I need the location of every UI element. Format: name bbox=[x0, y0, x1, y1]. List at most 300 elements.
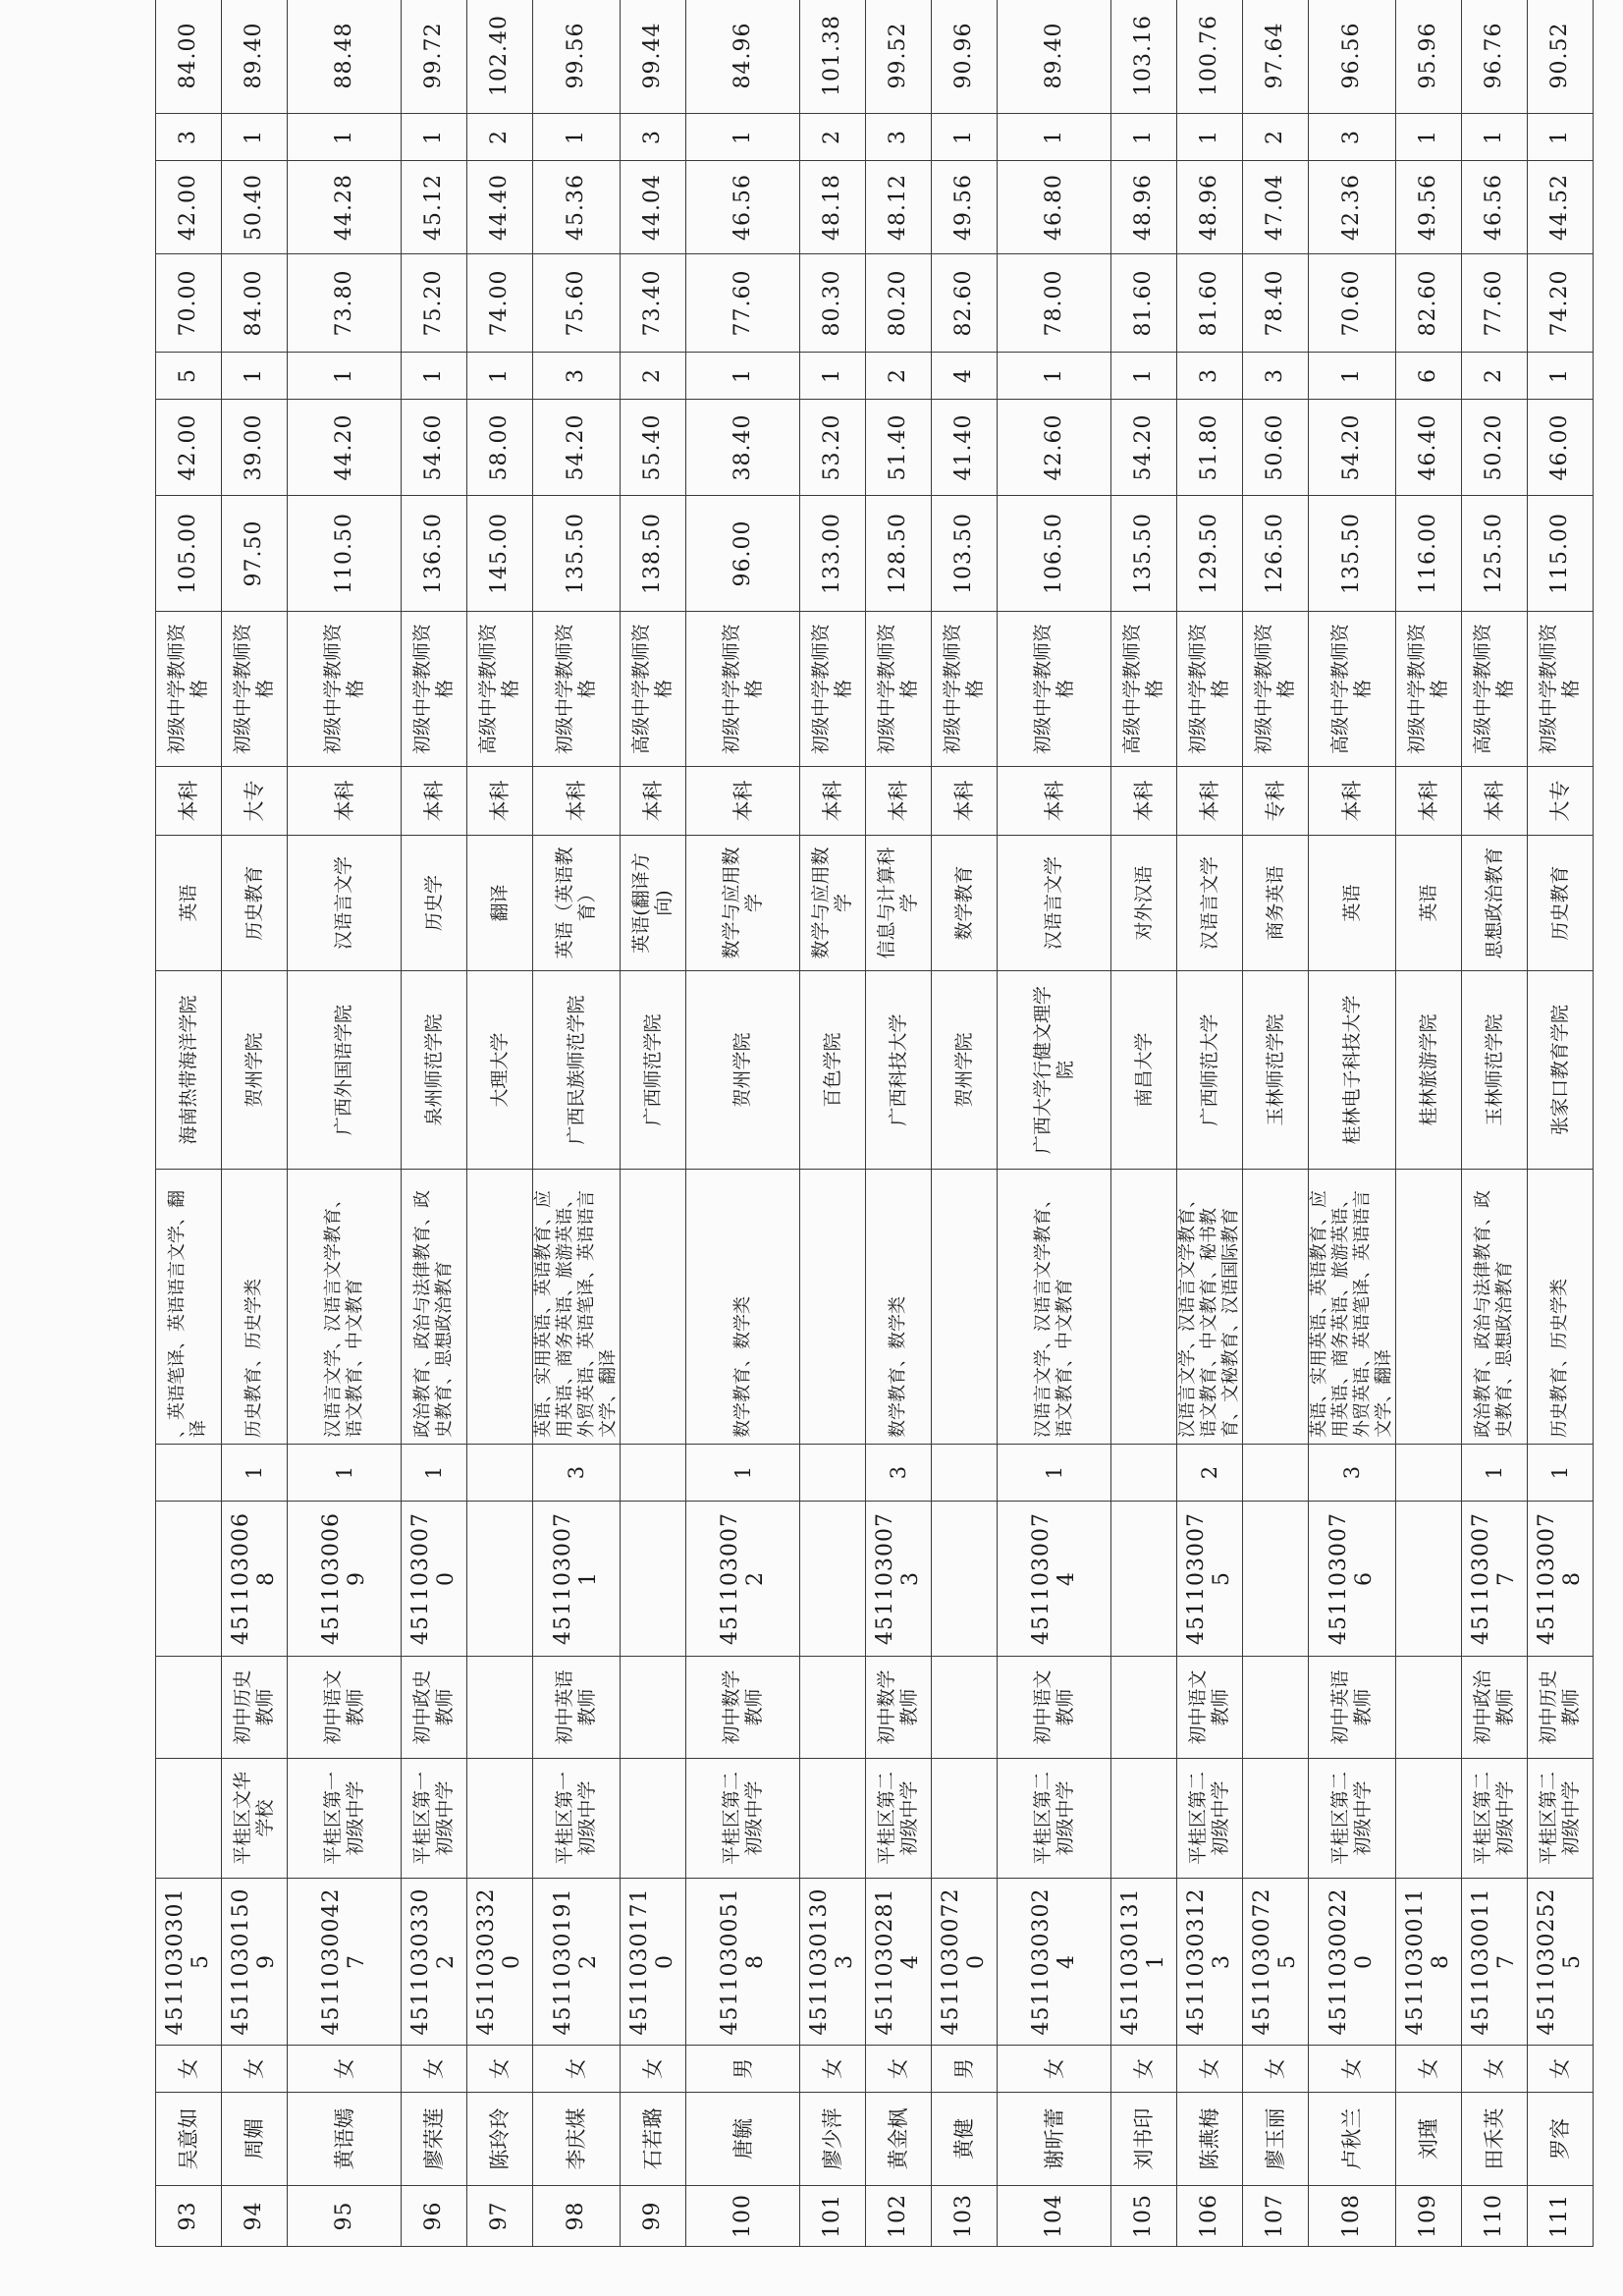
cell-quota bbox=[621, 1445, 686, 1502]
cell-written: 129.50 bbox=[1177, 496, 1243, 612]
cell-majors bbox=[800, 1170, 866, 1445]
cell-degree: 本科 bbox=[932, 767, 998, 836]
cell-interview-rank: 1 bbox=[222, 353, 288, 400]
cell-position: 初中语文教师 bbox=[998, 1657, 1111, 1759]
cell-school: 平桂区第二初级中学 bbox=[1528, 1759, 1594, 1879]
cell-grad-school: 南昌大学 bbox=[1111, 971, 1177, 1170]
cell-cert: 高级中学教师资格 bbox=[1309, 612, 1396, 767]
cell-name: 吴意如 bbox=[156, 2093, 222, 2186]
cell-prof-weighted: 44.40 bbox=[467, 161, 533, 254]
cell-prof-score: 78.40 bbox=[1243, 254, 1309, 353]
cell-position: 初中历史教师 bbox=[1528, 1657, 1594, 1759]
cell-exam-id: 45110302814 bbox=[866, 1879, 932, 2046]
cell-interview: 54.20 bbox=[533, 400, 621, 496]
table-row bbox=[1111, 0, 1177, 2247]
cell-prof-score: 70.60 bbox=[1309, 254, 1396, 353]
cell-prof-weighted: 42.36 bbox=[1309, 161, 1396, 254]
cell-prof-score: 84.00 bbox=[222, 254, 288, 353]
cell-gender: 女 bbox=[621, 2046, 686, 2093]
cell-grad-major: 数学与应用数学 bbox=[686, 836, 800, 971]
cell-interview: 46.00 bbox=[1528, 400, 1594, 496]
cell-school bbox=[1396, 1759, 1462, 1879]
cell-exam-id: 45110300118 bbox=[1396, 1879, 1462, 2046]
cell-total: 96.56 bbox=[1309, 0, 1396, 114]
table-row bbox=[686, 0, 800, 2247]
cell-total: 100.76 bbox=[1177, 0, 1243, 114]
cell-grad-school: 玉林师范学院 bbox=[1243, 971, 1309, 1170]
cell-prof-weighted: 48.12 bbox=[866, 161, 932, 254]
cell-majors bbox=[1396, 1170, 1462, 1445]
cell-no: 108 bbox=[1309, 2186, 1396, 2247]
cell-school bbox=[1243, 1759, 1309, 1879]
cell-interview-rank: 1 bbox=[402, 353, 467, 400]
cell-written: 96.00 bbox=[686, 496, 800, 612]
cell-grad-school: 贺州学院 bbox=[686, 971, 800, 1170]
cell-grad-major: 历史教育 bbox=[222, 836, 288, 971]
cell-interview-rank: 1 bbox=[288, 353, 402, 400]
cell-total: 99.52 bbox=[866, 0, 932, 114]
cell-position: 初中政史教师 bbox=[402, 1657, 467, 1759]
cell-degree: 本科 bbox=[998, 767, 1111, 836]
cell-majors bbox=[467, 1170, 533, 1445]
cell-position bbox=[1243, 1657, 1309, 1759]
cell-name: 石若璐 bbox=[621, 2093, 686, 2186]
cell-grad-school: 海南热带海洋学院 bbox=[156, 971, 222, 1170]
cell-interview: 50.60 bbox=[1243, 400, 1309, 496]
cell-gender: 女 bbox=[998, 2046, 1111, 2093]
cell-grad-major: 数学与应用数学 bbox=[800, 836, 866, 971]
cell-prof-weighted: 49.56 bbox=[1396, 161, 1462, 254]
cell-name: 周媚 bbox=[222, 2093, 288, 2186]
cell-prof-rank: 3 bbox=[156, 114, 222, 161]
cell-majors: 数学教育、数学类 bbox=[866, 1170, 932, 1445]
cell-prof-weighted: 44.04 bbox=[621, 161, 686, 254]
cell-prof-score: 81.60 bbox=[1111, 254, 1177, 353]
cell-majors: 英语、实用英语、英语教育、应用英语、商务英语、旅游英语、外贸英语、英语笔译、英语语言文学、翻译 bbox=[533, 1170, 621, 1445]
cell-pos-code bbox=[156, 1502, 222, 1657]
table-row bbox=[156, 0, 222, 2247]
cell-interview: 54.20 bbox=[1309, 400, 1396, 496]
cell-name: 廖少萍 bbox=[800, 2093, 866, 2186]
cell-written: 97.50 bbox=[222, 496, 288, 612]
cell-name: 罗容 bbox=[1528, 2093, 1594, 2186]
cell-school: 平桂区第一初级中学 bbox=[402, 1759, 467, 1879]
cell-prof-rank: 1 bbox=[1528, 114, 1594, 161]
cell-quota: 3 bbox=[533, 1445, 621, 1502]
cell-no: 93 bbox=[156, 2186, 222, 2247]
cell-majors: 政治教育、政治与法律教育、政史教育、思想政治教育 bbox=[1462, 1170, 1528, 1445]
cell-name: 谢昕蕾 bbox=[998, 2093, 1111, 2186]
cell-prof-score: 78.00 bbox=[998, 254, 1111, 353]
cell-interview-rank: 2 bbox=[621, 353, 686, 400]
cell-degree: 本科 bbox=[1309, 767, 1396, 836]
cell-prof-score: 77.60 bbox=[1462, 254, 1528, 353]
cell-degree: 大专 bbox=[1528, 767, 1594, 836]
cell-cert: 高级中学教师资格 bbox=[621, 612, 686, 767]
cell-pos-code bbox=[621, 1502, 686, 1657]
cell-majors: 数学教育、数学类 bbox=[686, 1170, 800, 1445]
cell-written: 105.00 bbox=[156, 496, 222, 612]
cell-written: 106.50 bbox=[998, 496, 1111, 612]
cell-grad-school: 张家口教育学院 bbox=[1528, 971, 1594, 1170]
cell-interview: 51.80 bbox=[1177, 400, 1243, 496]
cell-quota bbox=[1396, 1445, 1462, 1502]
table-row bbox=[1528, 0, 1594, 2247]
cell-prof-rank: 1 bbox=[288, 114, 402, 161]
cell-quota bbox=[800, 1445, 866, 1502]
cell-pos-code bbox=[1396, 1502, 1462, 1657]
cell-no: 95 bbox=[288, 2186, 402, 2247]
cell-prof-weighted: 47.04 bbox=[1243, 161, 1309, 254]
cell-school bbox=[932, 1759, 998, 1879]
cell-exam-id: 45110301509 bbox=[222, 1879, 288, 2046]
cell-pos-code: 4511030069 bbox=[288, 1502, 402, 1657]
cell-prof-score: 70.00 bbox=[156, 254, 222, 353]
cell-written: 128.50 bbox=[866, 496, 932, 612]
cell-grad-school: 广西师范学院 bbox=[621, 971, 686, 1170]
cell-prof-weighted: 48.96 bbox=[1177, 161, 1243, 254]
cell-quota: 3 bbox=[1309, 1445, 1396, 1502]
cell-degree: 本科 bbox=[533, 767, 621, 836]
cell-interview: 55.40 bbox=[621, 400, 686, 496]
cell-total: 99.44 bbox=[621, 0, 686, 114]
cell-no: 109 bbox=[1396, 2186, 1462, 2247]
cell-total: 96.76 bbox=[1462, 0, 1528, 114]
cell-position bbox=[1396, 1657, 1462, 1759]
cell-interview: 54.60 bbox=[402, 400, 467, 496]
cell-no: 104 bbox=[998, 2186, 1111, 2247]
cell-written: 115.00 bbox=[1528, 496, 1594, 612]
cell-majors: 英语、实用英语、英语教育、应用英语、商务英语、旅游英语、外贸英语、英语笔译、英语语言文学、翻译 bbox=[1309, 1170, 1396, 1445]
cell-quota: 1 bbox=[1462, 1445, 1528, 1502]
cell-quota: 1 bbox=[1528, 1445, 1594, 1502]
cell-no: 110 bbox=[1462, 2186, 1528, 2247]
cell-grad-major: 思想政治教育 bbox=[1462, 836, 1528, 971]
cell-prof-score: 80.30 bbox=[800, 254, 866, 353]
cell-interview-rank: 1 bbox=[998, 353, 1111, 400]
cell-interview: 50.20 bbox=[1462, 400, 1528, 496]
cell-position bbox=[156, 1657, 222, 1759]
cell-no: 99 bbox=[621, 2186, 686, 2247]
table-row bbox=[467, 0, 533, 2247]
cell-written: 103.50 bbox=[932, 496, 998, 612]
cell-grad-school: 广西师范大学 bbox=[1177, 971, 1243, 1170]
cell-total: 88.48 bbox=[288, 0, 402, 114]
cell-degree: 本科 bbox=[866, 767, 932, 836]
cell-prof-weighted: 48.18 bbox=[800, 161, 866, 254]
cell-pos-code: 4511030073 bbox=[866, 1502, 932, 1657]
cell-prof-score: 75.60 bbox=[533, 254, 621, 353]
cell-interview: 38.40 bbox=[686, 400, 800, 496]
cell-cert: 初级中学教师资格 bbox=[1243, 612, 1309, 767]
cell-interview-rank: 3 bbox=[1177, 353, 1243, 400]
cell-school bbox=[1111, 1759, 1177, 1879]
cell-exam-id: 45110303302 bbox=[402, 1879, 467, 2046]
cell-cert: 高级中学教师资格 bbox=[1462, 612, 1528, 767]
cell-name: 陈玲玲 bbox=[467, 2093, 533, 2186]
cell-quota: 1 bbox=[998, 1445, 1111, 1502]
table-row bbox=[800, 0, 866, 2247]
cell-total: 101.38 bbox=[800, 0, 866, 114]
cell-prof-rank: 1 bbox=[402, 114, 467, 161]
cell-grad-major: 汉语言文学 bbox=[288, 836, 402, 971]
table-row bbox=[222, 0, 288, 2247]
cell-position: 初中英语教师 bbox=[1309, 1657, 1396, 1759]
cell-total: 89.40 bbox=[222, 0, 288, 114]
cell-exam-id: 45110301912 bbox=[533, 1879, 621, 2046]
cell-degree: 本科 bbox=[1111, 767, 1177, 836]
cell-cert: 初级中学教师资格 bbox=[800, 612, 866, 767]
cell-gender: 女 bbox=[1462, 2046, 1528, 2093]
cell-written: 135.50 bbox=[533, 496, 621, 612]
cell-position bbox=[800, 1657, 866, 1759]
cell-degree: 本科 bbox=[156, 767, 222, 836]
cell-position: 初中历史教师 bbox=[222, 1657, 288, 1759]
cell-degree: 本科 bbox=[1462, 767, 1528, 836]
cell-interview: 42.00 bbox=[156, 400, 222, 496]
cell-prof-score: 75.20 bbox=[402, 254, 467, 353]
cell-no: 106 bbox=[1177, 2186, 1243, 2247]
cell-prof-rank: 3 bbox=[621, 114, 686, 161]
cell-exam-id: 45110300117 bbox=[1462, 1879, 1528, 2046]
cell-gender: 女 bbox=[156, 2046, 222, 2093]
cell-prof-rank: 1 bbox=[1111, 114, 1177, 161]
cell-pos-code: 4511030078 bbox=[1528, 1502, 1594, 1657]
cell-quota bbox=[932, 1445, 998, 1502]
cell-total: 99.72 bbox=[402, 0, 467, 114]
cell-gender: 女 bbox=[866, 2046, 932, 2093]
cell-prof-weighted: 50.40 bbox=[222, 161, 288, 254]
cell-school bbox=[467, 1759, 533, 1879]
cell-majors: 汉语言文学、汉语言文学教育、语文教育、中文教育 bbox=[288, 1170, 402, 1445]
cell-position: 初中数学教师 bbox=[866, 1657, 932, 1759]
cell-grad-school: 桂林电子科技大学 bbox=[1309, 971, 1396, 1170]
cell-school bbox=[621, 1759, 686, 1879]
cell-quota: 3 bbox=[866, 1445, 932, 1502]
cell-written: 133.00 bbox=[800, 496, 866, 612]
cell-prof-score: 82.60 bbox=[932, 254, 998, 353]
cell-written: 110.50 bbox=[288, 496, 402, 612]
cell-cert: 初级中学教师资格 bbox=[998, 612, 1111, 767]
cell-exam-id: 45110300725 bbox=[1243, 1879, 1309, 2046]
cell-total: 102.40 bbox=[467, 0, 533, 114]
cell-interview-rank: 5 bbox=[156, 353, 222, 400]
cell-grad-major: 英语 bbox=[156, 836, 222, 971]
cell-gender: 男 bbox=[932, 2046, 998, 2093]
cell-grad-school: 百色学院 bbox=[800, 971, 866, 1170]
cell-prof-weighted: 45.12 bbox=[402, 161, 467, 254]
cell-prof-rank: 2 bbox=[467, 114, 533, 161]
cell-degree: 本科 bbox=[800, 767, 866, 836]
cell-gender: 女 bbox=[288, 2046, 402, 2093]
cell-interview-rank: 1 bbox=[467, 353, 533, 400]
cell-pos-code bbox=[467, 1502, 533, 1657]
cell-exam-id: 45110301303 bbox=[800, 1879, 866, 2046]
cell-exam-id: 45110300220 bbox=[1309, 1879, 1396, 2046]
cell-prof-score: 80.20 bbox=[866, 254, 932, 353]
cell-quota: 1 bbox=[288, 1445, 402, 1502]
cell-gender: 女 bbox=[402, 2046, 467, 2093]
cell-gender: 女 bbox=[467, 2046, 533, 2093]
cell-grad-school: 贺州学院 bbox=[222, 971, 288, 1170]
cell-exam-id: 45110300427 bbox=[288, 1879, 402, 2046]
cell-prof-rank: 1 bbox=[1396, 114, 1462, 161]
table-row bbox=[1243, 0, 1309, 2247]
cell-pos-code bbox=[1243, 1502, 1309, 1657]
cell-prof-weighted: 44.52 bbox=[1528, 161, 1594, 254]
cell-cert: 初级中学教师资格 bbox=[866, 612, 932, 767]
cell-prof-rank: 2 bbox=[1243, 114, 1309, 161]
cell-name: 卢秋兰 bbox=[1309, 2093, 1396, 2186]
cell-interview: 54.20 bbox=[1111, 400, 1177, 496]
cell-grad-school: 大理大学 bbox=[467, 971, 533, 1170]
cell-degree: 本科 bbox=[686, 767, 800, 836]
cell-prof-score: 77.60 bbox=[686, 254, 800, 353]
table-row bbox=[1309, 0, 1396, 2247]
cell-prof-rank: 1 bbox=[932, 114, 998, 161]
cell-majors bbox=[932, 1170, 998, 1445]
cell-grad-school: 桂林旅游学院 bbox=[1396, 971, 1462, 1170]
cell-prof-score: 73.40 bbox=[621, 254, 686, 353]
cell-interview-rank: 1 bbox=[1528, 353, 1594, 400]
cell-prof-score: 73.80 bbox=[288, 254, 402, 353]
cell-degree: 本科 bbox=[1177, 767, 1243, 836]
cell-quota: 1 bbox=[402, 1445, 467, 1502]
cell-majors: 汉语言文学、汉语言文学教育、语文教育、中文教育 bbox=[998, 1170, 1111, 1445]
cell-name: 陈燕梅 bbox=[1177, 2093, 1243, 2186]
cell-pos-code: 4511030076 bbox=[1309, 1502, 1396, 1657]
cell-interview-rank: 3 bbox=[533, 353, 621, 400]
cell-majors: 历史教育、历史学类 bbox=[1528, 1170, 1594, 1445]
cell-name: 刘书印 bbox=[1111, 2093, 1177, 2186]
cell-cert: 初级中学教师资格 bbox=[288, 612, 402, 767]
cell-total: 90.96 bbox=[932, 0, 998, 114]
table-row bbox=[288, 0, 402, 2247]
cell-position bbox=[932, 1657, 998, 1759]
cell-total: 90.52 bbox=[1528, 0, 1594, 114]
cell-exam-id: 45110303123 bbox=[1177, 1879, 1243, 2046]
cell-grad-major: 英语 bbox=[1309, 836, 1396, 971]
cell-gender: 女 bbox=[1177, 2046, 1243, 2093]
cell-quota: 1 bbox=[686, 1445, 800, 1502]
cell-exam-id: 45110300518 bbox=[686, 1879, 800, 2046]
cell-interview: 39.00 bbox=[222, 400, 288, 496]
cell-school: 平桂区第二初级中学 bbox=[1309, 1759, 1396, 1879]
cell-written: 136.50 bbox=[402, 496, 467, 612]
cell-prof-rank: 1 bbox=[1177, 114, 1243, 161]
cell-prof-weighted: 44.28 bbox=[288, 161, 402, 254]
cell-no: 107 bbox=[1243, 2186, 1309, 2247]
cell-pos-code bbox=[1111, 1502, 1177, 1657]
cell-written: 125.50 bbox=[1462, 496, 1528, 612]
cell-exam-id: 45110303015 bbox=[156, 1879, 222, 2046]
cell-degree: 本科 bbox=[288, 767, 402, 836]
cell-interview: 41.40 bbox=[932, 400, 998, 496]
cell-name: 唐毓 bbox=[686, 2093, 800, 2186]
cell-total: 99.56 bbox=[533, 0, 621, 114]
cell-interview-rank: 2 bbox=[1462, 353, 1528, 400]
cell-school: 平桂区第二初级中学 bbox=[1462, 1759, 1528, 1879]
cell-grad-major: 汉语言文学 bbox=[998, 836, 1111, 971]
cell-pos-code: 4511030071 bbox=[533, 1502, 621, 1657]
cell-prof-rank: 1 bbox=[1462, 114, 1528, 161]
cell-cert: 初级中学教师资格 bbox=[1528, 612, 1594, 767]
cell-total: 84.96 bbox=[686, 0, 800, 114]
cell-school: 平桂区文华学校 bbox=[222, 1759, 288, 1879]
cell-prof-weighted: 46.56 bbox=[1462, 161, 1528, 254]
cell-grad-school: 贺州学院 bbox=[932, 971, 998, 1170]
cell-quota: 1 bbox=[222, 1445, 288, 1502]
cell-degree: 本科 bbox=[1396, 767, 1462, 836]
cell-pos-code bbox=[800, 1502, 866, 1657]
cell-name: 刘瑾 bbox=[1396, 2093, 1462, 2186]
cell-grad-major: 对外汉语 bbox=[1111, 836, 1177, 971]
cell-position: 初中政治教师 bbox=[1462, 1657, 1528, 1759]
cell-interview: 42.60 bbox=[998, 400, 1111, 496]
cell-prof-weighted: 42.00 bbox=[156, 161, 222, 254]
cell-degree: 专科 bbox=[1243, 767, 1309, 836]
cell-prof-rank: 3 bbox=[866, 114, 932, 161]
cell-gender: 女 bbox=[1528, 2046, 1594, 2093]
roster-body bbox=[156, 0, 1594, 2247]
cell-prof-weighted: 45.36 bbox=[533, 161, 621, 254]
cell-grad-major: 历史教育 bbox=[1528, 836, 1594, 971]
cell-grad-school: 广西大学行健文理学院 bbox=[998, 971, 1111, 1170]
cell-prof-rank: 1 bbox=[686, 114, 800, 161]
cell-interview-rank: 3 bbox=[1243, 353, 1309, 400]
cell-total: 97.64 bbox=[1243, 0, 1309, 114]
cell-no: 94 bbox=[222, 2186, 288, 2247]
cell-interview-rank: 2 bbox=[866, 353, 932, 400]
cell-degree: 本科 bbox=[621, 767, 686, 836]
cell-no: 102 bbox=[866, 2186, 932, 2247]
cell-exam-id: 45110302525 bbox=[1528, 1879, 1594, 2046]
cell-total: 103.16 bbox=[1111, 0, 1177, 114]
cell-prof-weighted: 49.56 bbox=[932, 161, 998, 254]
table-row bbox=[932, 0, 998, 2247]
cell-no: 100 bbox=[686, 2186, 800, 2247]
cell-gender: 女 bbox=[1243, 2046, 1309, 2093]
cell-cert: 初级中学教师资格 bbox=[686, 612, 800, 767]
cell-position bbox=[1111, 1657, 1177, 1759]
cell-exam-id: 45110301311 bbox=[1111, 1879, 1177, 2046]
cell-majors: 政治教育、政治与法律教育、政史教育、思想政治教育 bbox=[402, 1170, 467, 1445]
cell-grad-school: 泉州师范学院 bbox=[402, 971, 467, 1170]
cell-grad-major: 信息与计算科学 bbox=[866, 836, 932, 971]
cell-school: 平桂区第二初级中学 bbox=[686, 1759, 800, 1879]
cell-grad-major: 翻译 bbox=[467, 836, 533, 971]
cell-written: 145.00 bbox=[467, 496, 533, 612]
cell-written: 116.00 bbox=[1396, 496, 1462, 612]
cell-written: 135.50 bbox=[1111, 496, 1177, 612]
cell-interview: 46.40 bbox=[1396, 400, 1462, 496]
cell-majors bbox=[1111, 1170, 1177, 1445]
cell-gender: 女 bbox=[1309, 2046, 1396, 2093]
cell-majors bbox=[621, 1170, 686, 1445]
cell-degree: 大专 bbox=[222, 767, 288, 836]
cell-exam-id: 45110303320 bbox=[467, 1879, 533, 2046]
cell-grad-school: 广西民族师范学院 bbox=[533, 971, 621, 1170]
cell-interview: 44.20 bbox=[288, 400, 402, 496]
cell-pos-code: 4511030074 bbox=[998, 1502, 1111, 1657]
cell-position: 初中语文教师 bbox=[1177, 1657, 1243, 1759]
cell-written: 126.50 bbox=[1243, 496, 1309, 612]
cell-name: 廖荣莲 bbox=[402, 2093, 467, 2186]
cell-position: 初中语文教师 bbox=[288, 1657, 402, 1759]
cell-quota bbox=[1111, 1445, 1177, 1502]
cell-prof-weighted: 46.56 bbox=[686, 161, 800, 254]
cell-exam-id: 45110300720 bbox=[932, 1879, 998, 2046]
